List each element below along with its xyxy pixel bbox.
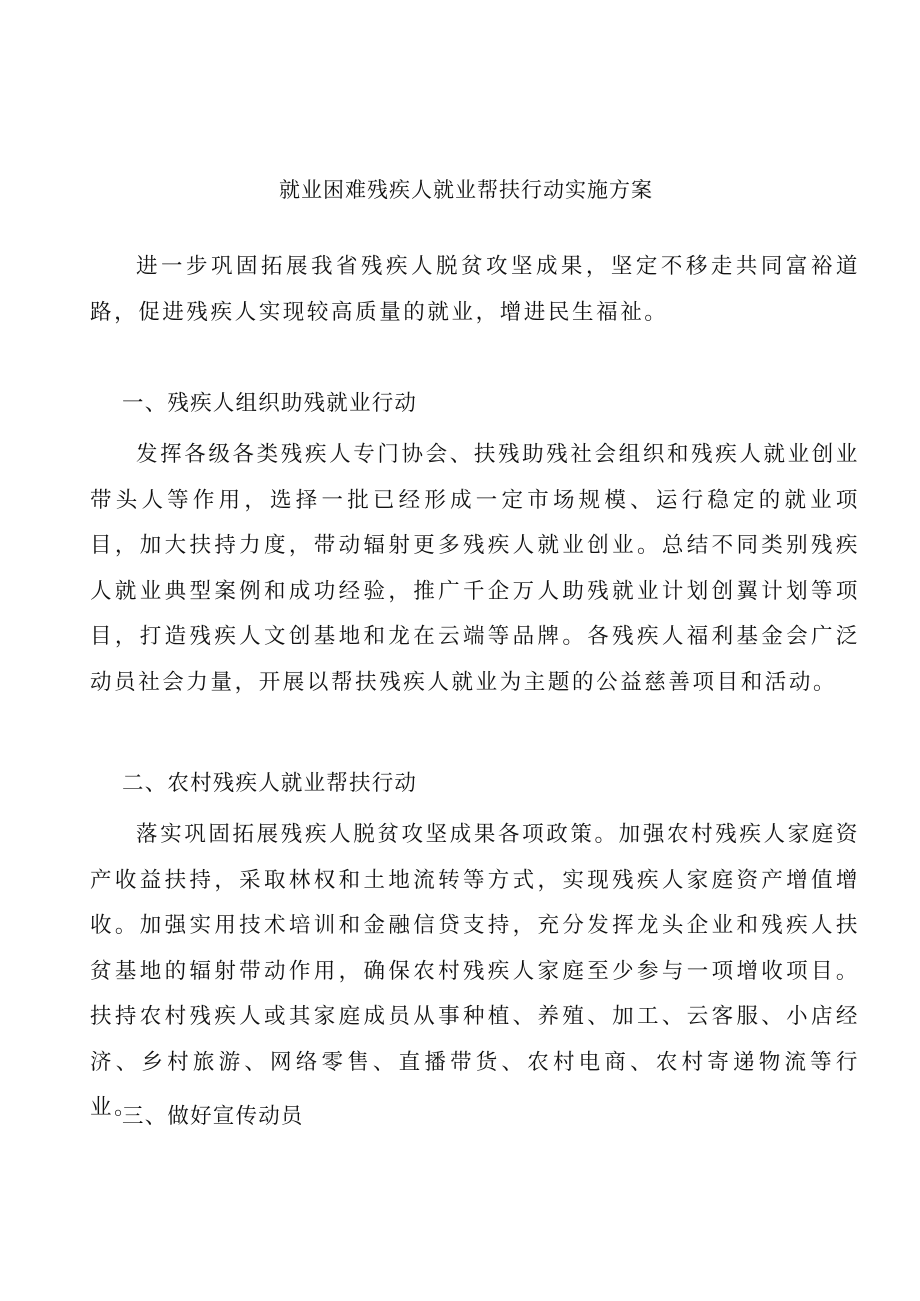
section-heading-1: 一、残疾人组织助残就业行动 [122, 391, 418, 416]
intro-paragraph: 进一步巩固拓展我省残疾人脱贫攻坚成果，坚定不移走共同富裕道路，促进残疾人实现较高质量的就业，增进民生福祉。 [90, 254, 860, 325]
section-body-2: 落实巩固拓展残疾人脱贫攻坚成果各项政策。加强农村残疾人家庭资产收益扶持，采取林权和土地流转等方式，实现残疾人家庭资产增值增收。加强实用技术培训和金融信贷支持，充分发挥龙头企业和残疾人扶贫基地的辐射带动作用，确保农村残疾人家庭至少参与一项增收项目。扶持农村残疾人或其家庭成员从事种植、养殖、加工、云客服、小店经济、乡村旅游、网络零售、直播带货、农村电商、农村寄递物流等行业。 [90, 822, 860, 1120]
section-heading-3: 三、做好宣传动员 [122, 1104, 304, 1129]
section-heading-2: 二、农村残疾人就业帮扶行动 [122, 771, 418, 796]
document-title: 就业困难残疾人就业帮扶行动实施方案 [279, 178, 653, 202]
section-body-1: 发挥各级各类残疾人专门协会、扶残助残社会组织和残疾人就业创业带头人等作用，选择一批已经形成一定市场规模、运行稳定的就业项目，加大扶持力度，带动辐射更多残疾人就业创业。总结不同类别残疾人就业典型案例和成功经验，推广千企万人助残就业计划创翼计划等项目，打造残疾人文创基地和龙在云端等品牌。各残疾人福利基金会广泛动员社会力量，开展以帮扶残疾人就业为主题的公益慈善项目和活动。 [90, 442, 860, 695]
